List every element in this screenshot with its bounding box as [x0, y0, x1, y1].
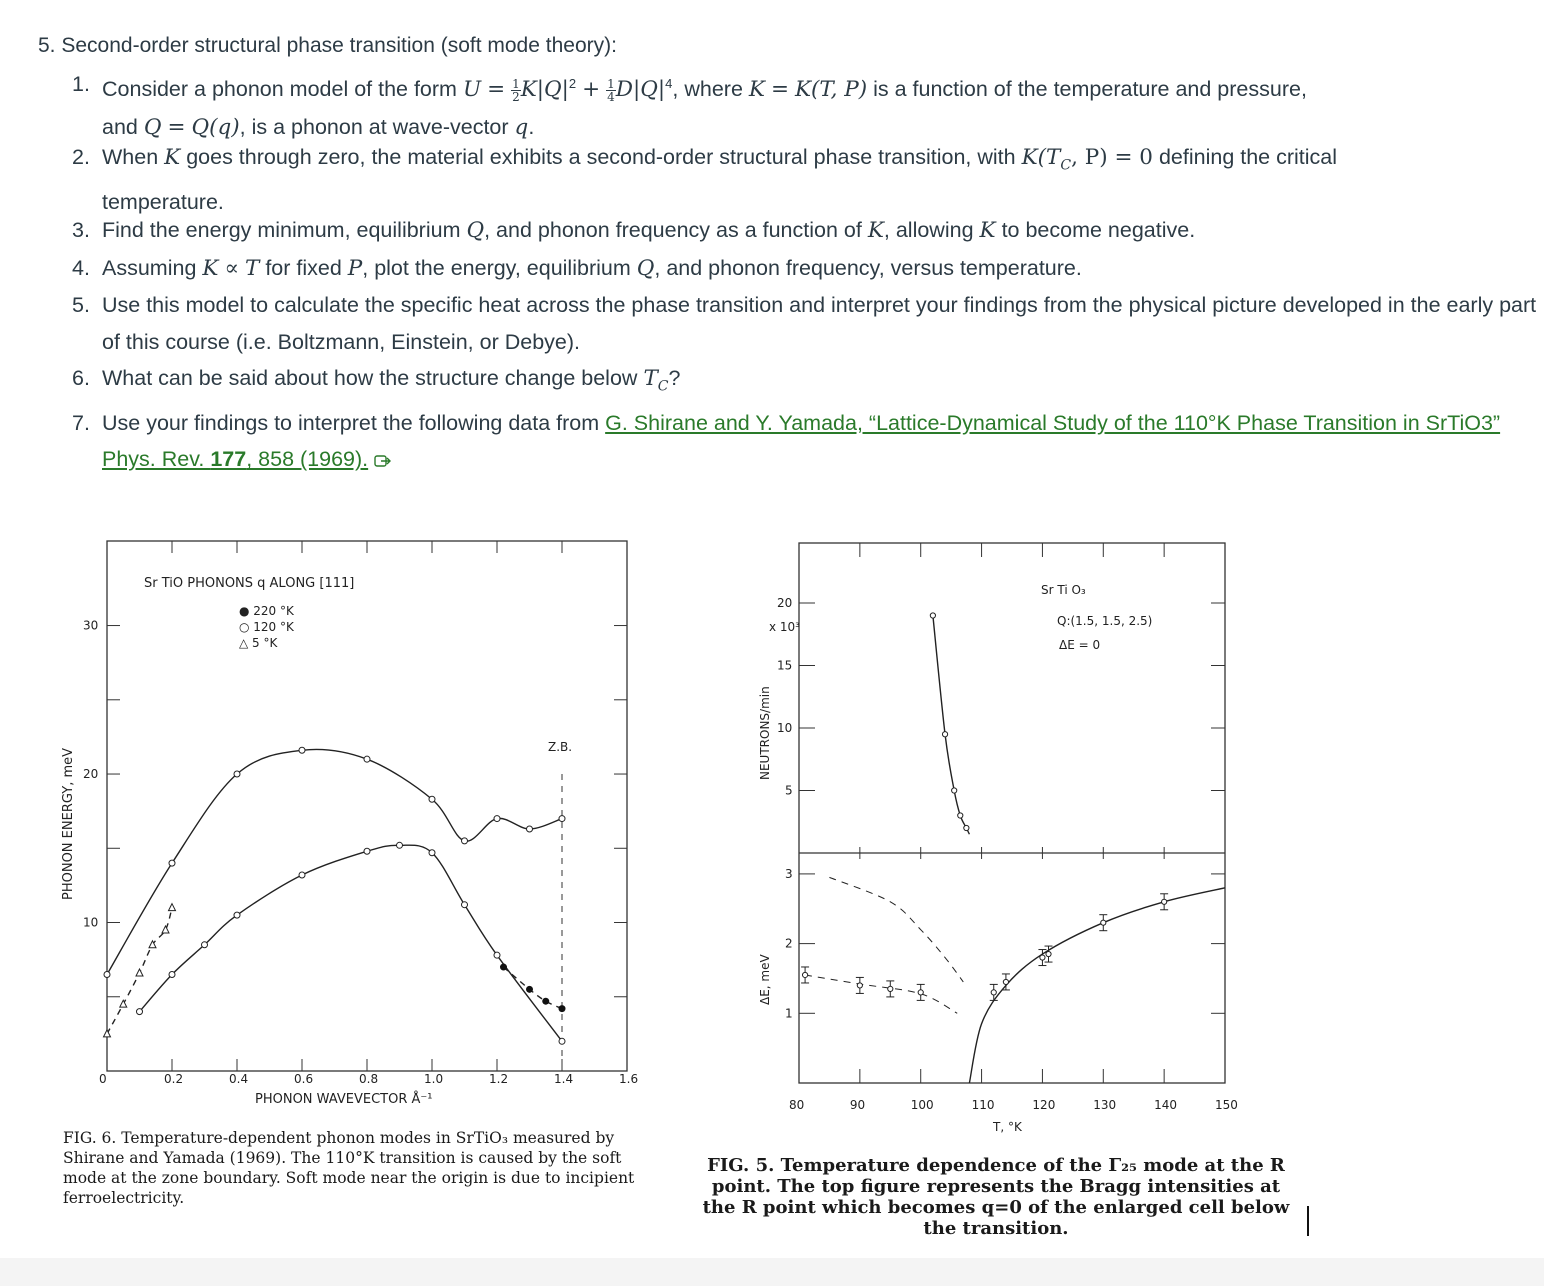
legend-item: ○ 120 °K: [239, 620, 294, 634]
y-axis-label-bottom: ΔE, meV: [758, 954, 772, 1005]
data-point: [888, 986, 893, 991]
data-point: [137, 1009, 143, 1015]
data-point: [952, 788, 957, 793]
plot-frame: [107, 541, 627, 1071]
data-point: [494, 952, 500, 958]
x-axis-label: T, °K: [993, 1120, 1022, 1134]
data-point: [1003, 979, 1008, 984]
sub-question-2: 2. When K goes through zero, the material exhibits a second-order structural phase transition, with $K(T_C$, P) = 0 defining the critical temperature.: [72, 145, 1338, 214]
data-point: [429, 850, 435, 856]
x-tick-label: 150: [1215, 1098, 1238, 1112]
data-point: [559, 1005, 566, 1012]
figure-6: [50, 535, 650, 1115]
y-tick-label: 1: [785, 1006, 793, 1021]
data-point: [958, 813, 963, 818]
y-tick-label: 10: [777, 721, 793, 735]
data-point: [559, 816, 565, 822]
reference-link[interactable]: G. Shirane and Y. Yamada, “Lattice-Dynamical Study of the 110°K Phase Transition in SrTiO3” Phys. Rev. 177, 858 (1969).: [102, 410, 1501, 472]
data-point: [169, 860, 175, 866]
figure-5-caption: [696, 1155, 1296, 1239]
figure-5: [745, 535, 1245, 1135]
data-point: [299, 872, 305, 878]
chart-title: Sr Ti O₃: [1041, 583, 1086, 597]
y-tick-label: 10: [83, 915, 99, 930]
data-point: [559, 1038, 565, 1044]
dashed-theory-curve: [829, 877, 963, 982]
intensity-curve: [933, 616, 970, 835]
item-number: 1.: [72, 72, 90, 96]
x-axis-label: PHONON WAVEVECTOR Å⁻¹: [255, 1092, 433, 1107]
data-point: [234, 771, 240, 777]
data-point: [918, 990, 923, 995]
figure-label: FIG. 5.: [707, 1155, 775, 1176]
y-axis-label: PHONON ENERGY, meV: [61, 747, 76, 900]
fraction-half: $\frac{1}{2}$: [512, 76, 520, 104]
data-point: [169, 971, 175, 977]
fraction-quarter: $\frac{1}{4}$: [607, 76, 615, 104]
data-point: [364, 848, 370, 854]
legend-item: △ 5 °K: [239, 636, 278, 650]
data-point: [1040, 955, 1045, 960]
sub-question-3: 3. Find the energy minimum, equilibrium Q, and phonon frequency as a function of K, allowing K to become negative.: [72, 218, 1196, 243]
item-text: Consider a phonon model of the form: [102, 77, 457, 102]
soft-mode-temperature-chart: [745, 535, 1245, 1135]
caption-text: Temperature dependence of the Γ₂₅ mode at the R point. The top figure represents the Bragg intensities at the R point which becomes q=0 of the enlarged cell below the transition.: [702, 1155, 1290, 1239]
data-point: [104, 971, 110, 977]
data-point: [930, 613, 935, 618]
y-tick-label: 15: [777, 658, 793, 673]
dashed-theory-curve: [805, 975, 957, 1013]
y-tick-label: 20: [777, 596, 793, 610]
sub-question-4: 4. Assuming K ∝ T for fixed P, plot the energy, equilibrium Q, and phonon frequency, versus temperature.: [72, 255, 1082, 281]
data-point: [500, 964, 507, 971]
data-point: [364, 756, 370, 762]
data-point: [462, 902, 468, 908]
y-unit-label: x 10³: [769, 620, 800, 634]
data-point: [136, 969, 143, 976]
data-point: [429, 796, 435, 802]
data-point: [234, 912, 240, 918]
x-tick-label: 80: [789, 1098, 805, 1112]
external-link-icon[interactable]: [374, 454, 392, 468]
q-vector-label: Q:(1.5, 1.5, 2.5): [1057, 614, 1153, 628]
plot-frame: [799, 543, 1225, 1083]
y-tick-label: 3: [785, 866, 793, 881]
x-tick-label: 0.8: [359, 1072, 379, 1086]
data-point: [397, 842, 403, 848]
x-tick-label: 140: [1154, 1098, 1178, 1112]
data-point: [299, 747, 305, 753]
x-tick-label: 110: [971, 1098, 995, 1112]
data-point: [527, 826, 533, 832]
y-tick-label: 2: [785, 936, 793, 951]
x-tick-label: 120: [1032, 1098, 1056, 1112]
sub-question-6: 6. What can be said about how the structure change below $T_C$?: [72, 366, 681, 395]
data-point: [1101, 920, 1106, 925]
y-tick-label: 5: [785, 783, 793, 798]
y-tick-label: 30: [83, 618, 99, 633]
soft-mode-curve: [969, 888, 1225, 1083]
x-tick-label: 0.6: [294, 1072, 314, 1086]
data-point: [1046, 951, 1051, 956]
data-point: [964, 825, 969, 830]
x-tick-label: 90: [849, 1098, 866, 1112]
data-point: [542, 998, 549, 1005]
delta-e-label: ΔE = 0: [1059, 638, 1101, 652]
phonon-dispersion-chart: [50, 535, 650, 1115]
chart-title: Sr TiO PHONONS q ALONG [111]: [144, 576, 355, 591]
x-tick-label: 1.0: [424, 1072, 444, 1086]
x-tick-label: 1.4: [554, 1072, 574, 1086]
x-tick-label: 0.2: [164, 1072, 184, 1086]
data-point: [162, 926, 169, 933]
data-point: [462, 838, 468, 844]
data-point: [857, 983, 862, 988]
sub-question-list: [72, 66, 1537, 478]
y-axis-label-top: NEUTRONS/min: [758, 686, 772, 780]
sub-question-1: 1. Consider a phonon model of the form U = $\frac{1}{2}$ $K|Q|^2$ + $\frac{1}{4}$ $D|Q|^4$, where K = K(T, P) is a function of the temperature and pressure, and Q = Q(q), is a phonon at wave-vector q.: [72, 66, 1537, 139]
x-tick-label: 100: [910, 1098, 934, 1112]
sub-question-7: 7. Use your findings to interpret the following data from G. Shirane and Y. Yamada, “Lattice-Dynamical Study of the 110°K Phase Transition in SrTiO3” Phys. Rev. 177, 858 (1969).: [72, 410, 1501, 472]
data-point: [526, 986, 533, 993]
legend-item: ● 220 °K: [239, 604, 294, 618]
sub-question-5: 5. Use this model to calculate the specific heat across the phase transition and interpret your findings from the physical picture developed in the early part of this course (i.e. Boltzmann, Einstein, or Debye).: [72, 293, 1537, 354]
y-tick-label: 20: [83, 767, 99, 782]
bottom-bar: [0, 1258, 1544, 1286]
x-tick-label: 0.4: [229, 1072, 249, 1086]
x-tick-label: 0: [99, 1072, 107, 1086]
figure-6-caption: FIG. 6. Temperature-dependent phonon modes in SrTiO₃ measured by Shirane and Yamada (1969). The 110°K transition is caused by the soft mode at the zone boundary. Soft mode near the origin is due to incipient ferroelectricity.: [63, 1129, 635, 1207]
data-point: [802, 972, 807, 977]
x-tick-label: 1.2: [489, 1072, 509, 1086]
text-cursor: [1307, 1206, 1309, 1236]
data-point: [120, 1000, 127, 1007]
data-point: [104, 1030, 111, 1037]
data-point: [202, 942, 208, 948]
data-point: [991, 990, 996, 995]
x-tick-label: 1.6: [619, 1072, 639, 1086]
data-point: [169, 904, 176, 911]
data-point: [1162, 899, 1167, 904]
zone-boundary-label: Z.B.: [548, 740, 573, 754]
x-tick-label: 130: [1093, 1098, 1117, 1112]
data-point: [942, 732, 947, 737]
data-point: [494, 816, 500, 822]
question-title: 5. Second-order structural phase transition (soft mode theory):: [38, 34, 617, 57]
